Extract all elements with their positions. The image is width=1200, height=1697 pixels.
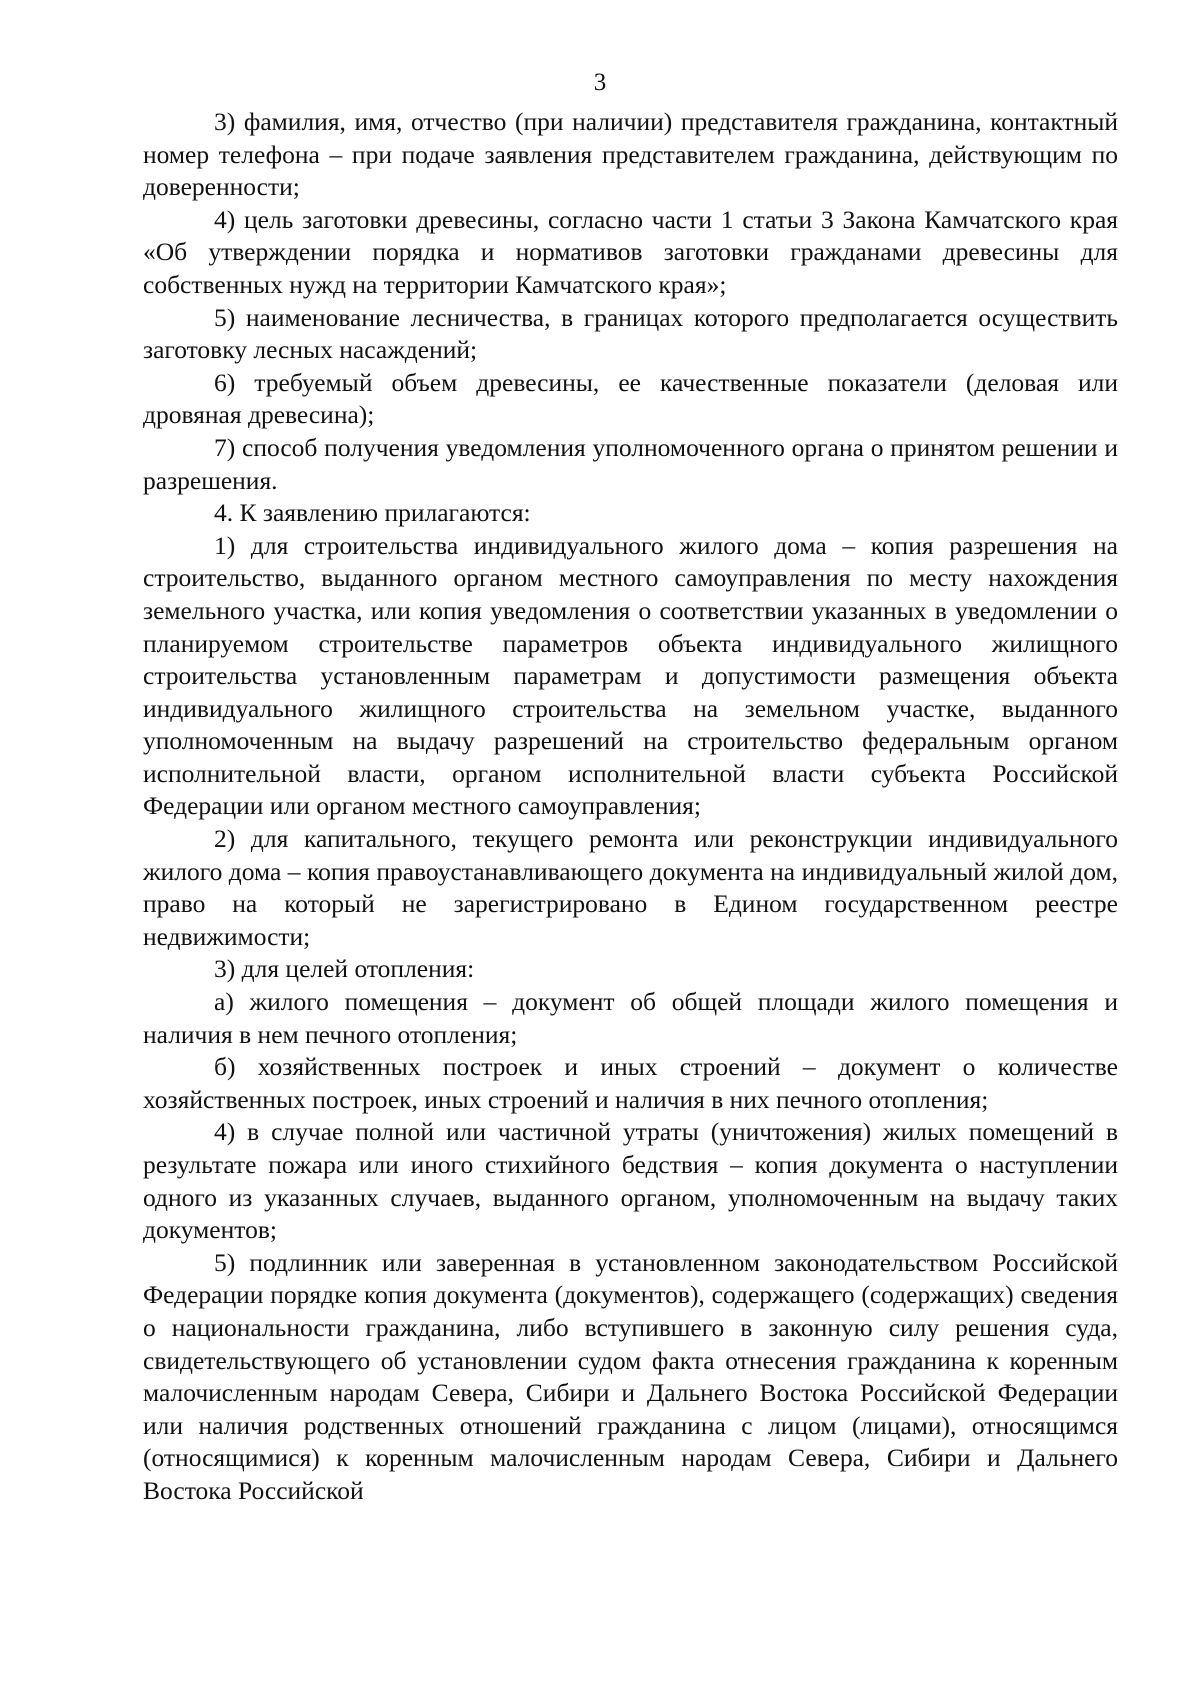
page-number: 3 [593, 69, 607, 96]
paragraph-attachment-3a-dwelling: а) жилого помещения – документ об общей площади жилого помещения и наличия в нем печного отопления; [143, 987, 1118, 1049]
document-body [143, 106, 1118, 1508]
paragraph-attachment-3-heating: 3) для целей отопления: [214, 954, 475, 984]
paragraph-attachment-4-loss: 4) в случае полной или частичной утраты (уничтожения) жилых помещений в результате пожара или иного стихийного бедствия – копия документа о наступлении одного из указанных случаев, выданного органом, уполномоченным на выдачу таких документов; [143, 1117, 1118, 1245]
paragraph-item-4-purpose: 4) цель заготовки древесины, согласно части 1 статьи 3 Закона Камчатского края «Об утверждении порядка и нормативов заготовки гражданами древесины для собственных нужд на территории Камчатского края»; [143, 204, 1118, 299]
section-4-heading: 4. К заявлению прилагаются: [214, 498, 531, 528]
paragraph-item-7-notification: 7) способ получения уведомления уполномоченного органа о принятом решении и разрешения. [143, 432, 1118, 495]
paragraph-attachment-2-repair: 2) для капитального, текущего ремонта или реконструкции индивидуального жилого дома – копия правоустанавливающего документа на индивидуальный жилой дом, право на который не зарегистрировано в Едином государственном реестре недвижимости; [143, 824, 1118, 951]
paragraph-attachment-3b-outbuildings: б) хозяйственных построек и иных строений – документ о количестве хозяйственных построек, иных строений и наличия в них печного отопления; [143, 1052, 1118, 1114]
paragraph-attachment-5-nationality: 5) подлинник или заверенная в установленном законодательством Российской Федерации порядке копия документа (документов), содержащего (содержащих) сведения о национальности гражданина, либо вступившего в законную силу решения суда, свидетельствующего об установлении судом факта отнесения гражданина к коренным малочисленным народам Севера, Сибири и Дальнего Востока Российской Федерации или наличия родственных отношений гражданина с лицом (лицами), относящимся (относящимися) к коренным малочисленным народам Севера, Сибири и Дальнего Востока Российской [143, 1247, 1118, 1505]
paragraph-item-6-volume: 6) требуемый объем древесины, ее качественные показатели (деловая или дровяная древесина); [143, 367, 1118, 430]
paragraph-item-3-representative: 3) фамилия, имя, отчество (при наличии) представителя гражданина, контактный номер телефона – при подаче заявления представителем гражданина, действующим по доверенности; [143, 107, 1118, 202]
paragraph-item-5-forestry: 5) наименование лесничества, в границах которого предполагается осуществить заготовку лесных насаждений; [143, 302, 1118, 365]
paragraph-attachment-1-construction: 1) для строительства индивидуального жилого дома – копия разрешения на строительство, выданного органом местного самоуправления по месту нахождения земельного участка, или копия уведомления о соответствии указанных в уведомлении о планируемом строительстве параметров объекта индивидуального жилищного строительства установленным параметрам и допустимости размещения объекта индивидуального жилищного строительства на земельном участке, выданного уполномоченным на выдачу разрешений на строительство федеральным органом исполнительной власти, органом исполнительной власти субъекта Российской Федерации или органом местного самоуправления; [143, 530, 1118, 821]
